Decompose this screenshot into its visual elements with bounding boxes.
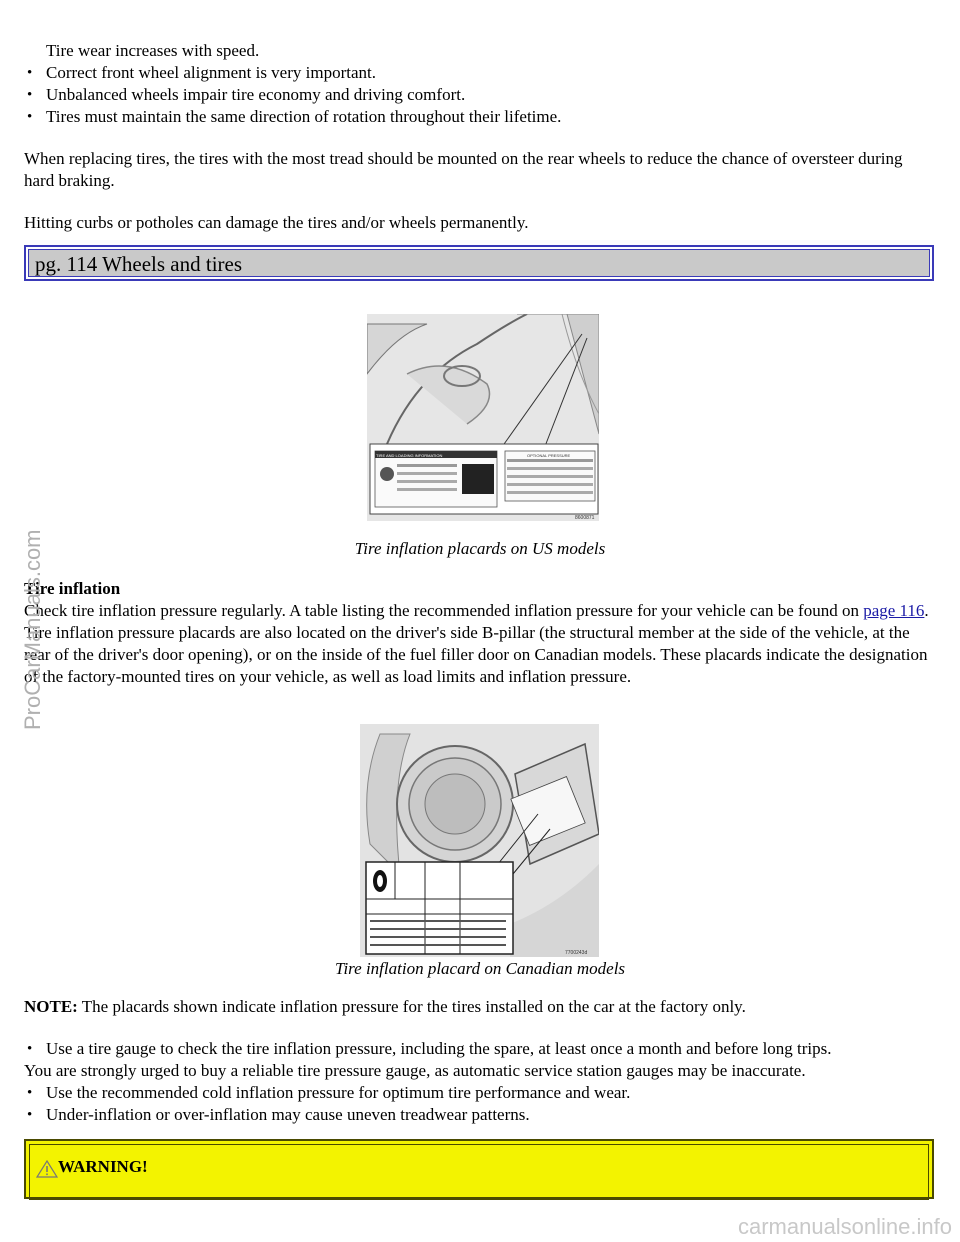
list-item: • Use the recommended cold inflation pressure for optimum tire performance and wear.: [24, 1082, 936, 1104]
list-item: Tire wear increases with speed.: [46, 41, 260, 60]
watermark-carmanualsonline: carmanualsonline.info: [737, 1214, 952, 1239]
figure-canadian-placard: [360, 724, 599, 957]
us-label-right-heading: OPTIONAL PRESSURE: [527, 453, 571, 458]
page-116-link[interactable]: page 116: [863, 601, 925, 620]
note-section: [24, 996, 936, 1126]
figure-code: 8600871: [575, 515, 595, 521]
list-item: • Under-inflation or over-inflation may cause uneven treadwear patterns.: [24, 1104, 936, 1126]
section-title: pg. 114 Wheels and tires: [28, 249, 930, 277]
tire-inflation-text: Check tire inflation pressure regularly. A table listing the recommended inflation pressure for your vehicle can be found on page 116. Tire inflation pressure placards are also located on the driver's side B-pillar (the structural member at the side of the vehicle, at the rear of the driver's door opening), or on the inside of the fuel filler door on Canadian models. These placards indicate the designation of the factory-mounted tires on your vehicle, as well as load limits and inflation pressure.: [24, 601, 929, 686]
note-label: NOTE:: [24, 997, 78, 1016]
us-placards-illustration: [367, 314, 599, 521]
figure-us-placards: [367, 314, 599, 521]
list-item: • Use a tire gauge to check the tire inflation pressure, including the spare, at least once a month and before long trips.: [24, 1038, 936, 1060]
tire-gauge-list: [24, 1038, 936, 1126]
list-item: You are strongly urged to buy a reliable tire pressure gauge, as automatic service station gauges may be inaccurate.: [24, 1061, 806, 1080]
paragraph-curbs: Hitting curbs or potholes can damage the tires and/or wheels permanently.: [24, 213, 529, 232]
figure-caption-us: Tire inflation placards on US models: [354, 539, 606, 558]
warning-title: WARNING!: [36, 1156, 148, 1178]
list-item: • Correct front wheel alignment is very important.: [24, 62, 936, 84]
figure-code: 7700243d: [565, 950, 588, 956]
canadian-placard-illustration: [360, 724, 599, 957]
note: NOTE: The placards shown indicate inflation pressure for the tires installed on the car at the factory only.: [24, 997, 746, 1016]
list-item: • Unbalanced wheels impair tire economy and driving comfort.: [24, 84, 936, 106]
list-item: • Tires must maintain the same direction of rotation throughout their lifetime.: [24, 106, 936, 128]
watermark-procarmanuals: ProCarManuals.com: [20, 529, 45, 730]
tire-inflation-section: [24, 578, 936, 688]
tire-inflation-heading: Tire inflation: [24, 579, 121, 598]
us-label-left-heading: TIRE AND LOADING INFORMATION: [376, 453, 443, 458]
paragraph-replacing-tires: When replacing tires, the tires with the most tread should be mounted on the rear wheels to reduce the chance of oversteer during hard braking.: [24, 149, 903, 190]
figure-caption-canadian: Tire inflation placard on Canadian models: [334, 959, 626, 978]
tire-wear-list: [24, 40, 936, 128]
warning-triangle-icon: [36, 1160, 58, 1178]
section-header: [24, 245, 934, 281]
content-top: [24, 40, 936, 234]
warning-box: [24, 1139, 934, 1199]
